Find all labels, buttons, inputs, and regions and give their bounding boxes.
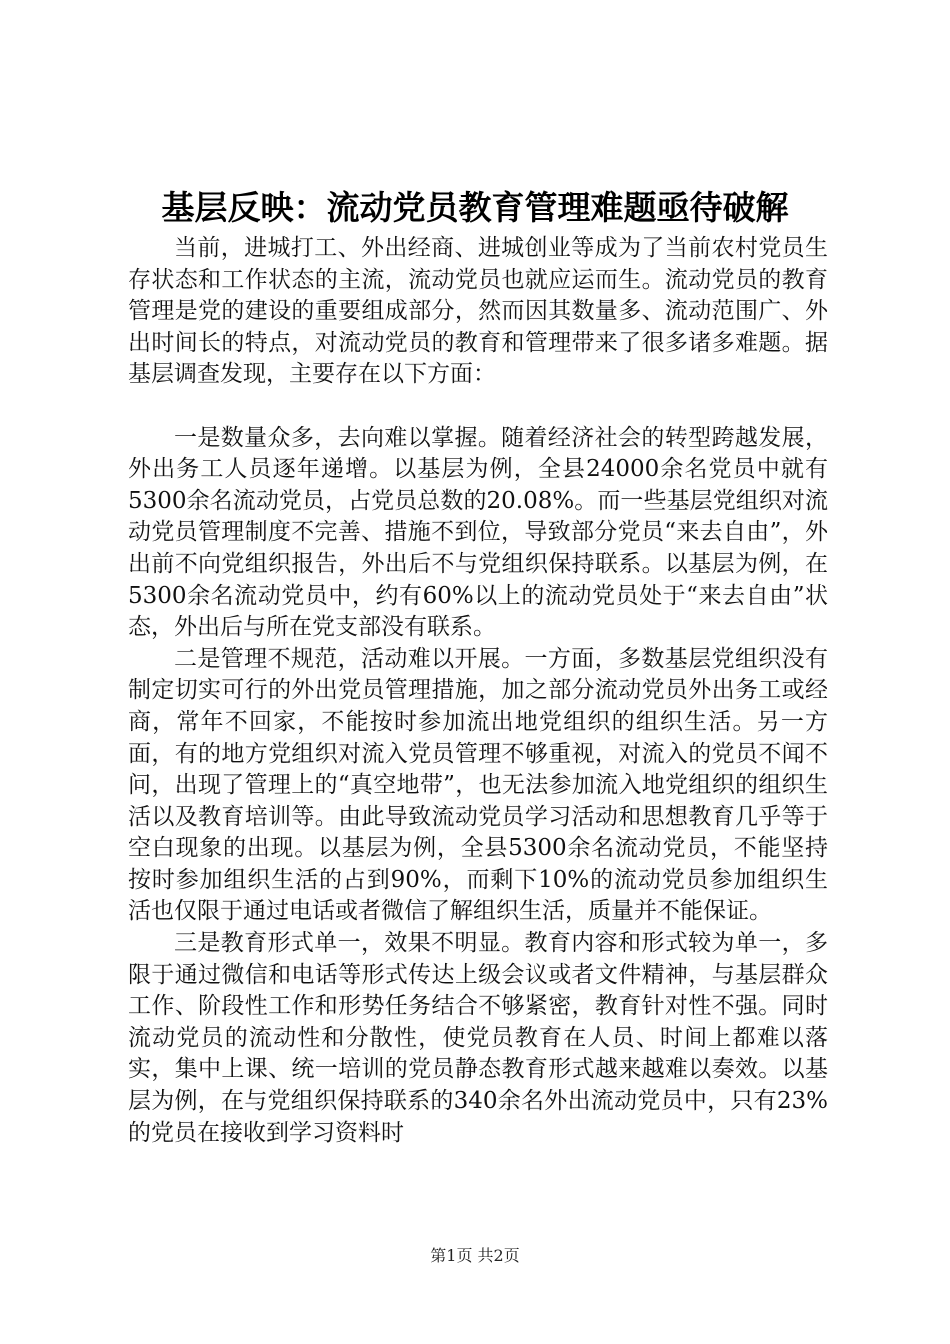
paragraph-intro: 当前，进城打工、外出经商、进城创业等成为了当前农村党员生存状态和工作状态的主流，流动党员也就应运而生。流动党员的教育管理是党的建设的重要组成部分，然而因其数量多、流动范围广、外出时间长的特点，对流动党员的教育和管理带来了很多诸多难题。据基层调查发现，主要存在以下方面： — [128, 235, 828, 388]
paragraph-point-two: 二是管理不规范，活动难以开展。一方面，多数基层党组织没有制定切实可行的外出党员管理措施，加之部分流动党员外出务工或经商，常年不回家，不能按时参加流出地党组织的组织生活。另一方面，有的地方党组织对流入党员管理不够重视，对流入的党员不闻不问，出现了管理上的“真空地带”，也无法参加流入地党组织的组织生活以及教育培训等。由此导致流动党员学习活动和思想教育几乎等于空白现象的出现。以基层为例，全县5300余名流动党员，不能坚持按时参加组织生活的占到90%，而剩下10%的流动党员参加组织生活也仅限于通过电话或者微信了解组织生活，质量并不能保证。 — [128, 645, 828, 925]
page-number-footer: 第1页 共2页 — [430, 1246, 520, 1265]
document-title: 基层反映：流动党员教育管理难题亟待破解 — [161, 188, 789, 227]
paragraph-point-one: 一是数量众多，去向难以掌握。随着经济社会的转型跨越发展，外出务工人员逐年递增。以基层为例，全县24000余名党员中就有5300余名流动党员，占党员总数的20.08%。而一些基层党组织对流动党员管理制度不完善、措施不到位，导致部分党员“来去自由”，外出前不向党组织报告，外出后不与党组织保持联系。以基层为例，在5300余名流动党员中，约有60%以上的流动党员处于“来去自由”状态，外出后与所在党支部没有联系。 — [128, 424, 828, 641]
document-body — [128, 233, 828, 1149]
paragraph-point-three: 三是教育形式单一，效果不明显。教育内容和形式较为单一，多限于通过微信和电话等形式传达上级会议或者文件精神，与基层群众工作、阶段性工作和形势任务结合不够紧密，教育针对性不强。同时流动党员的流动性和分散性，使党员教育在人员、时间上都难以落实，集中上课、统一培训的党员静态教育形式越来越难以奏效。以基层为例，在与党组织保持联系的340余名外出流动党员中，只有23%的党员在接收到学习资料时 — [128, 930, 828, 1146]
